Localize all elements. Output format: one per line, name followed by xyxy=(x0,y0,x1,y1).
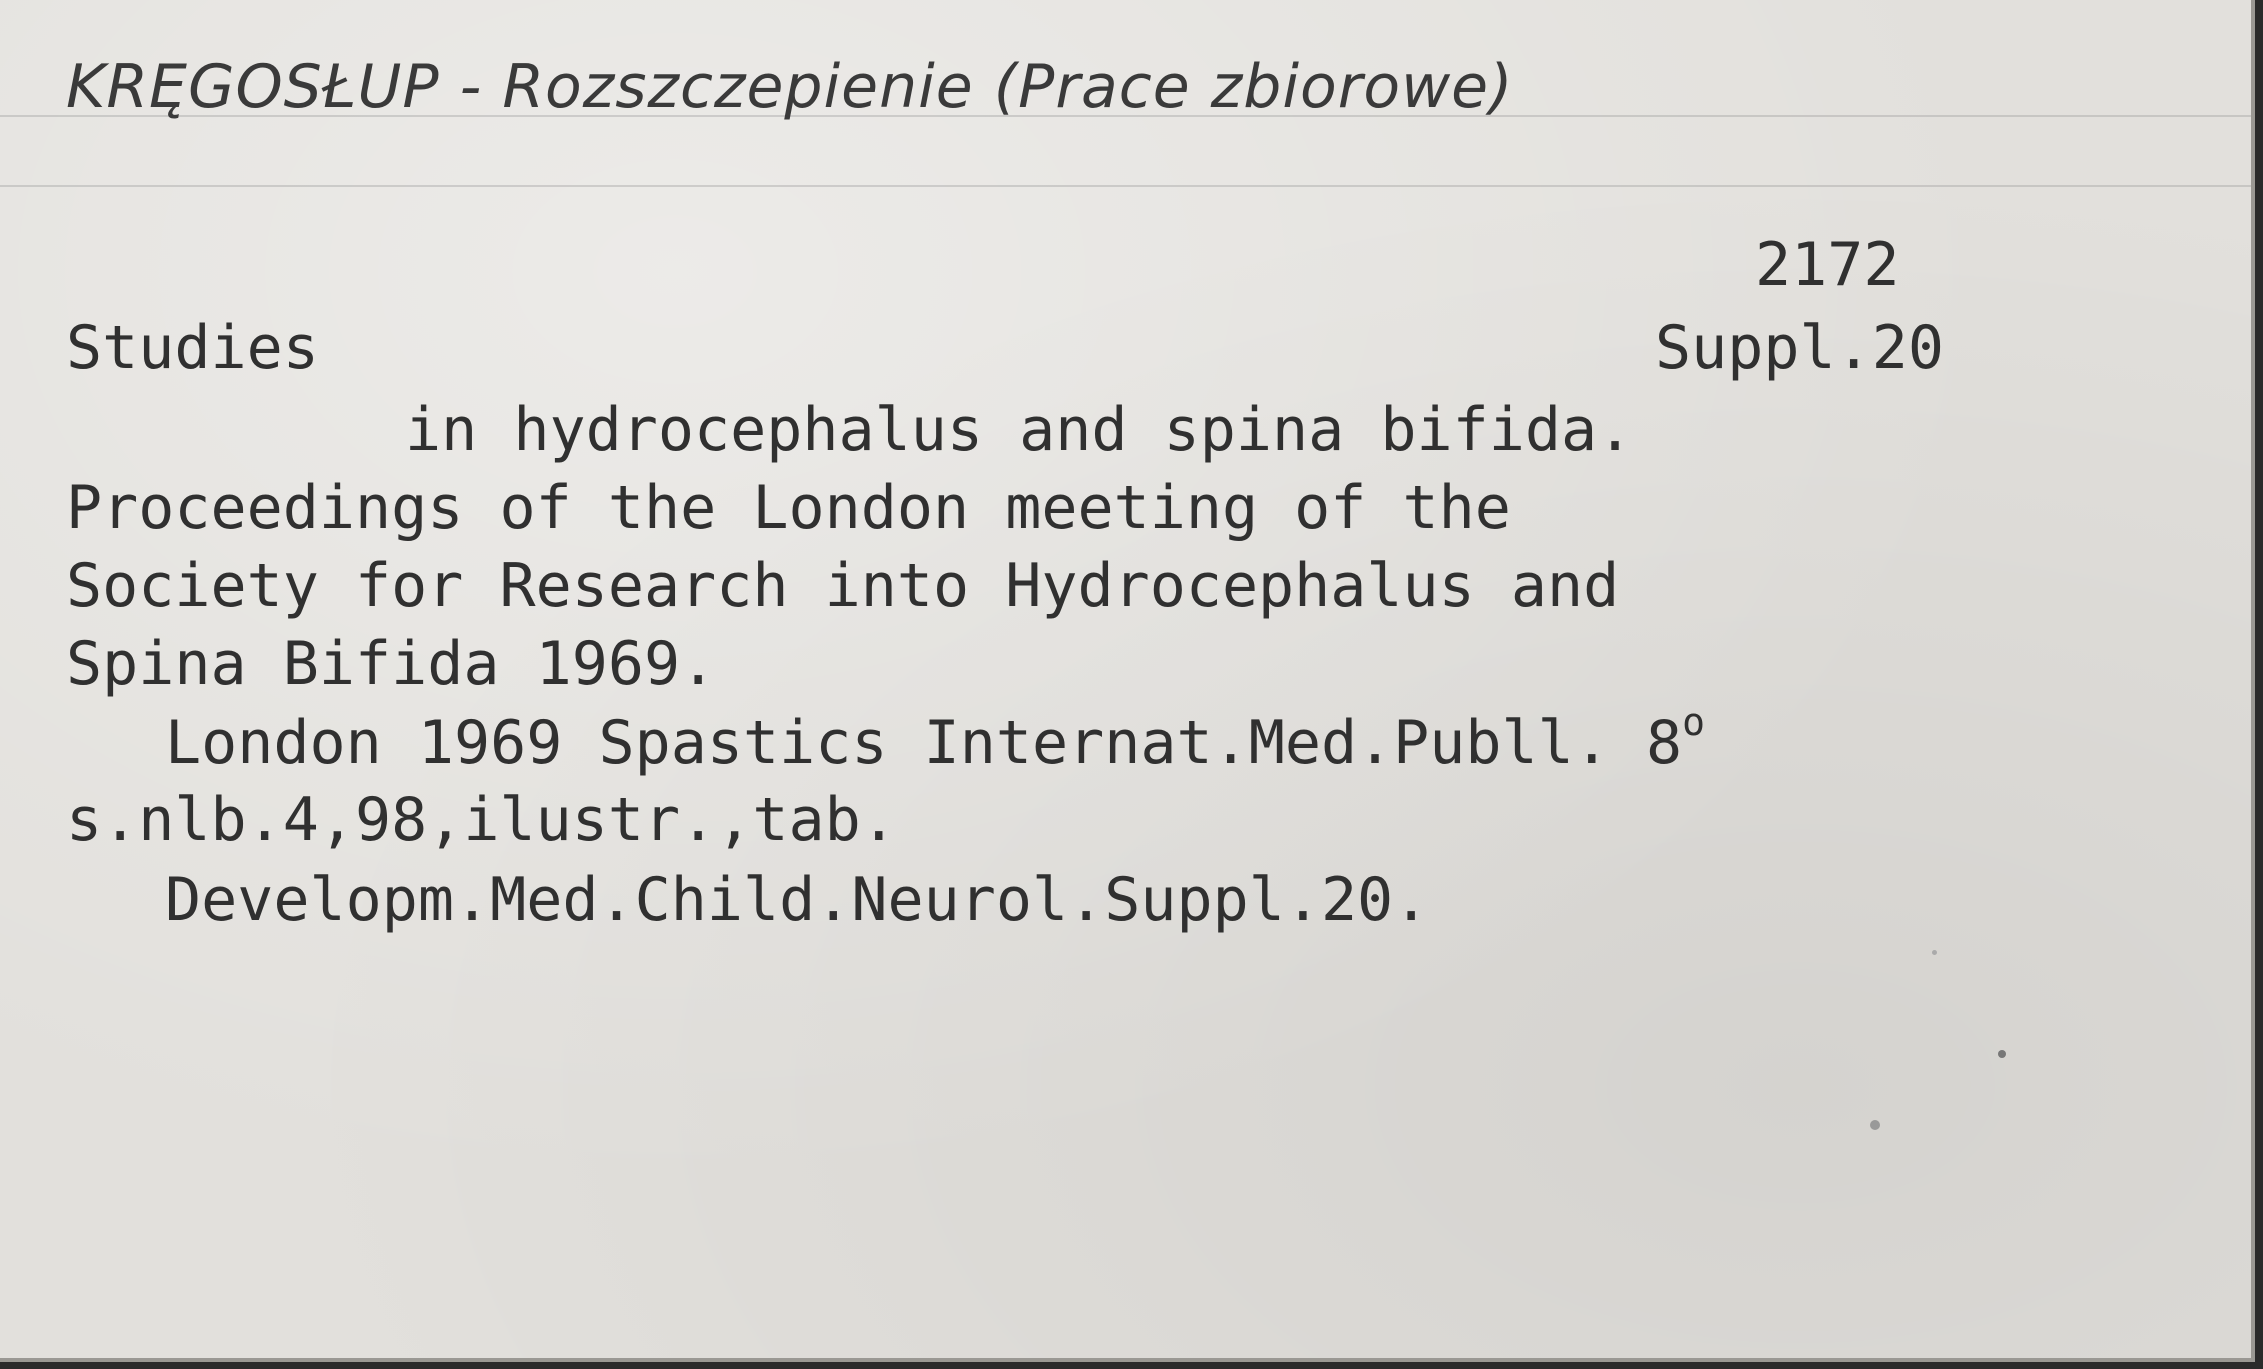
card-ruled-line xyxy=(0,185,2255,187)
title-line: Proceedings of the London meeting of the xyxy=(66,473,1511,543)
call-number: 2172 xyxy=(1755,230,1900,300)
imprint-text: London 1969 Spastics Internat.Med.Publl. 8 xyxy=(165,708,1683,778)
series-note-line: Developm.Med.Child.Neurol.Suppl.20. xyxy=(165,865,1430,935)
ink-speck xyxy=(1870,1120,1880,1130)
call-number-suppl: Suppl.20 xyxy=(1655,313,1944,383)
collation-line: s.nlb.4,98,ilustr.,tab. xyxy=(66,785,897,855)
subject-heading-text: KRĘGOSŁUP - Rozszczepienie (Prace zbiorowe) xyxy=(66,52,1514,122)
subject-heading xyxy=(66,52,1514,122)
title-main-entry: Studies xyxy=(66,313,319,383)
title-line: Society for Research into Hydrocephalus and xyxy=(66,551,1620,621)
ink-speck xyxy=(1932,950,1937,955)
imprint-line xyxy=(165,700,1706,778)
ink-speck xyxy=(1998,1050,2006,1058)
title-line: Spina Bifida 1969. xyxy=(66,629,717,699)
format-superscript: o xyxy=(1682,700,1706,744)
title-continuation: in hydrocephalus and spina bifida. xyxy=(405,395,1634,465)
